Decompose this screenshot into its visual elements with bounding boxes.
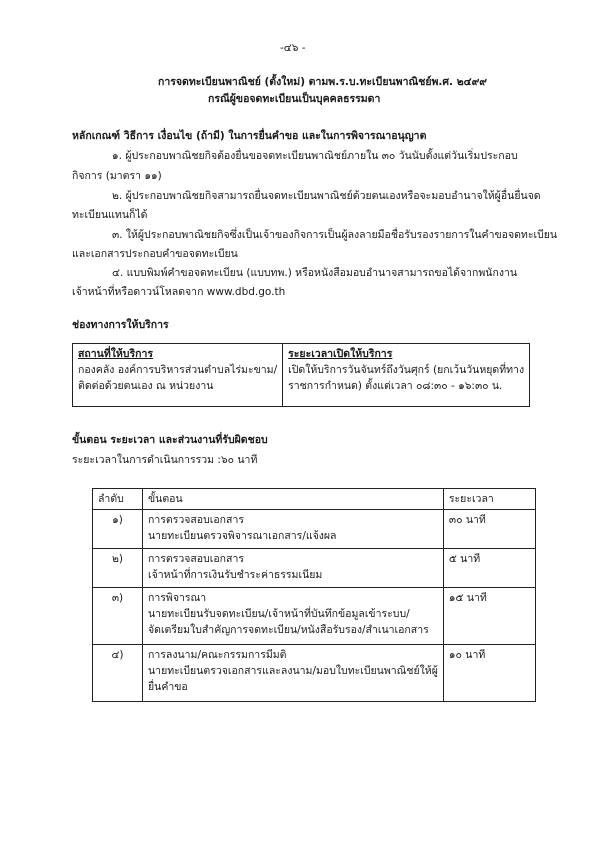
table-row (93, 510, 536, 549)
step-duration: ๑๐ นาที (443, 645, 535, 702)
step-duration: ๑๕ นาที (443, 588, 535, 645)
column-header-step: ขั้นตอน (143, 489, 444, 510)
channels-heading: ช่องทางการให้บริการ (72, 319, 169, 331)
criteria-line: เจ้าหน้าที่หรือดาวน์โหลดจาก www.dbd.go.th (72, 286, 286, 298)
step-detail: นายทะเบียนรับจดทะเบียน/เจ้าหน้าที่บันทึกข้อมูลเข้าระบบ/ (148, 608, 410, 620)
step-detail: จัดเตรียมใบสำคัญการจดทะเบียน/หนังสือรับรอง/สำเนาเอกสาร (148, 624, 429, 636)
criteria-line: ๒. ผู้ประกอบพาณิชยกิจสามารถยื่นจดทะเบียนพาณิชย์ด้วยตนเองหรือจะมอบอำนาจให้ผู้อื่นยื่นจด (112, 190, 541, 202)
step-title: การตรวจสอบเอกสาร (148, 553, 244, 565)
step-duration: ๕ นาที (443, 549, 535, 588)
service-channels-table (72, 343, 530, 407)
criteria-line: ๑. ผู้ประกอบพาณิชยกิจต้องยื่นขอจดทะเบียนพาณิชย์ภายใน ๓๐ วันนับตั้งแต่วันเริ่มประกอบ (112, 150, 518, 162)
criteria-line: กิจการ (มาตรา ๑๑) (72, 170, 162, 182)
service-location-line: กองคลัง องค์การบริหารส่วนตำบลไร่มะขาม/ (78, 364, 278, 376)
steps-table (92, 488, 536, 702)
table-header-row (93, 489, 536, 510)
column-header-duration: ระยะเวลา (443, 489, 535, 510)
service-location-header: สถานที่ให้บริการ (78, 348, 154, 360)
step-detail: เจ้าหน้าที่การเงินรับชำระค่าธรรมเนียม (148, 569, 323, 581)
criteria-line: ๔. แบบพิมพ์คำขอจดทะเบียน (แบบทพ.) หรือหนังสือมอบอำนาจสามารถขอได้จากพนักงาน (112, 267, 518, 279)
criteria-line: ๓. ให้ผู้ประกอบพาณิชยกิจซึ่งเป็นเจ้าของกิจการเป็นผู้ลงลายมือชื่อรับรองรายการในคำขอจดทะเบียน (112, 229, 558, 241)
step-description (143, 549, 444, 588)
step-description (143, 645, 444, 702)
step-title: การตรวจสอบเอกสาร (148, 514, 244, 526)
criteria-line: และเอกสารประกอบคำขอจดทะเบียน (72, 248, 238, 260)
step-number: ๑) (93, 510, 143, 549)
step-number: ๓) (93, 588, 143, 645)
service-hours-cell (283, 344, 530, 407)
table-row (93, 645, 536, 702)
step-detail: ยื่นคำขอ (148, 681, 188, 693)
step-duration: ๓๐ นาที (443, 510, 535, 549)
service-location-cell (73, 344, 283, 407)
service-hours-header: ระยะเวลาเปิดให้บริการ (288, 348, 393, 360)
service-hours-line: ราชการกำหนด) ตั้งแต่เวลา ๐๘:๓๐ - ๑๖:๓๐ น. (288, 380, 503, 392)
step-title: การลงนาม/คณะกรรมการมีมติ (148, 649, 287, 661)
step-number: ๔) (93, 645, 143, 702)
step-number: ๒) (93, 549, 143, 588)
step-detail: นายทะเบียนตรวจเอกสารและลงนาม/มอบใบทะเบียนพาณิชย์ให้ผู้ (148, 665, 438, 677)
criteria-heading: หลักเกณฑ์ วิธีการ เงื่อนไข (ถ้ามี) ในการยื่นคำขอ และในการพิจารณาอนุญาต (72, 130, 427, 142)
steps-heading: ขั้นตอน ระยะเวลา และส่วนงานที่รับผิดชอบ (72, 434, 268, 446)
step-description (143, 510, 444, 549)
step-title: การพิจารณา (148, 592, 207, 604)
criteria-line: ทะเบียนแทนก็ได้ (72, 209, 148, 221)
column-header-order: ลำดับ (93, 489, 143, 510)
document-title: การจดทะเบียนพาณิชย์ (ตั้งใหม่) ตามพ.ร.บ.ทะเบียนพาณิชย์พ.ศ. ๒๔๙๙ (158, 76, 487, 88)
steps-total-duration: ระยะเวลาในการดำเนินการรวม :๖๐ นาที (72, 454, 258, 466)
table-row (93, 588, 536, 645)
service-location-line: ติดต่อด้วยตนเอง ณ หน่วยงาน (78, 380, 214, 392)
service-hours-line: เปิดให้บริการวันจันทร์ถึงวันศุกร์ (ยกเว้นวันหยุดที่ทาง (288, 364, 525, 376)
step-detail: นายทะเบียนตรวจพิจารณาเอกสาร/แจ้งผล (148, 530, 337, 542)
document-subtitle: กรณีผู้ขอจดทะเบียนเป็นบุคคลธรรมดา (208, 93, 381, 105)
table-row (93, 549, 536, 588)
step-description (143, 588, 444, 645)
page-number: -๔๖ - (280, 42, 306, 54)
